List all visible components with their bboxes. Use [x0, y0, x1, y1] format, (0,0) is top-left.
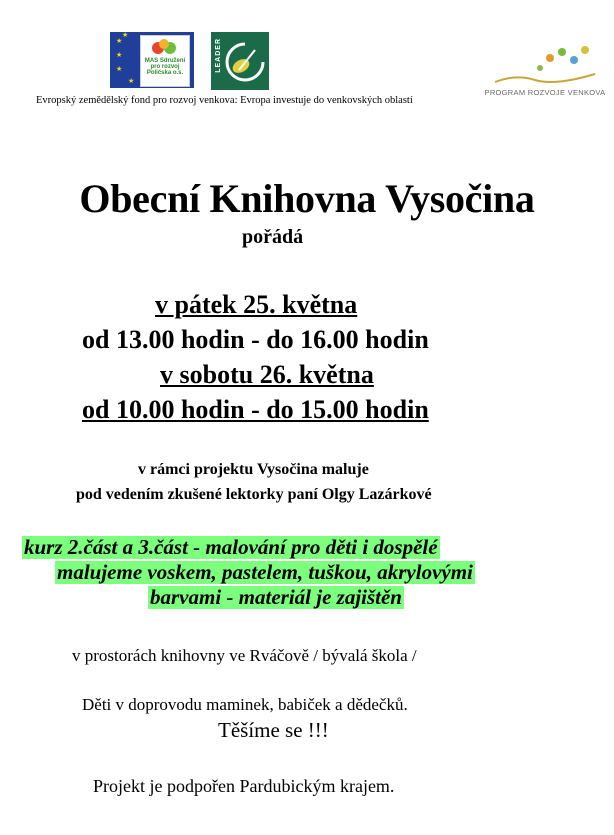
schedule-time-1: od 13.00 hodin - do 16.00 hodin: [82, 325, 429, 354]
mas-logo: [140, 35, 190, 87]
course-line-3: barvami - materiál je zajištěn: [150, 585, 402, 609]
page-title: Obecní Knihovna Vysočina: [79, 176, 535, 221]
project-line-1: v rámci projektu Vysočina maluje: [138, 461, 369, 478]
support-text: Projekt je podpořen Pardubickým krajem.: [93, 776, 395, 796]
prv-logo: [482, 44, 608, 100]
mas-logo-text: MAS Sdružení pro rozvoj Poličska o.s.: [144, 58, 186, 76]
fund-text: Evropský zemědělský fond pro rozvoj venkova: Evropa investuje do venkovských oblastí: [36, 95, 413, 106]
leader-logo-text: LEADER: [215, 38, 222, 73]
schedule-day-2: v sobotu 26. května: [160, 360, 374, 389]
eu-flag-icon: ★ ★ ★ ★ ★: [110, 32, 194, 88]
kids-text: Děti v doprovodu maminek, babiček a dědečků.: [82, 695, 408, 714]
greeting-text: Těšíme se !!!: [218, 718, 329, 742]
project-line-2: pod vedením zkušené lektorky paní Olgy Lazárkové: [76, 486, 432, 503]
place-text: v prostorách knihovny ve Rváčově / bývalá škola /: [72, 646, 417, 665]
course-line-2: malujeme voskem, pastelem, tuškou, akrylovými: [57, 560, 473, 584]
prv-logo-text: PROGRAM ROZVOJE VENKOVA: [484, 88, 606, 97]
schedule-day-1: v pátek 25. května: [155, 290, 358, 319]
subtitle: pořádá: [242, 226, 304, 248]
schedule-time-2: od 10.00 hodin - do 15.00 hodin: [82, 395, 429, 424]
course-line-1: kurz 2.část a 3.část - malování pro děti i dospělé: [24, 535, 438, 559]
leader-logo: [211, 32, 269, 90]
